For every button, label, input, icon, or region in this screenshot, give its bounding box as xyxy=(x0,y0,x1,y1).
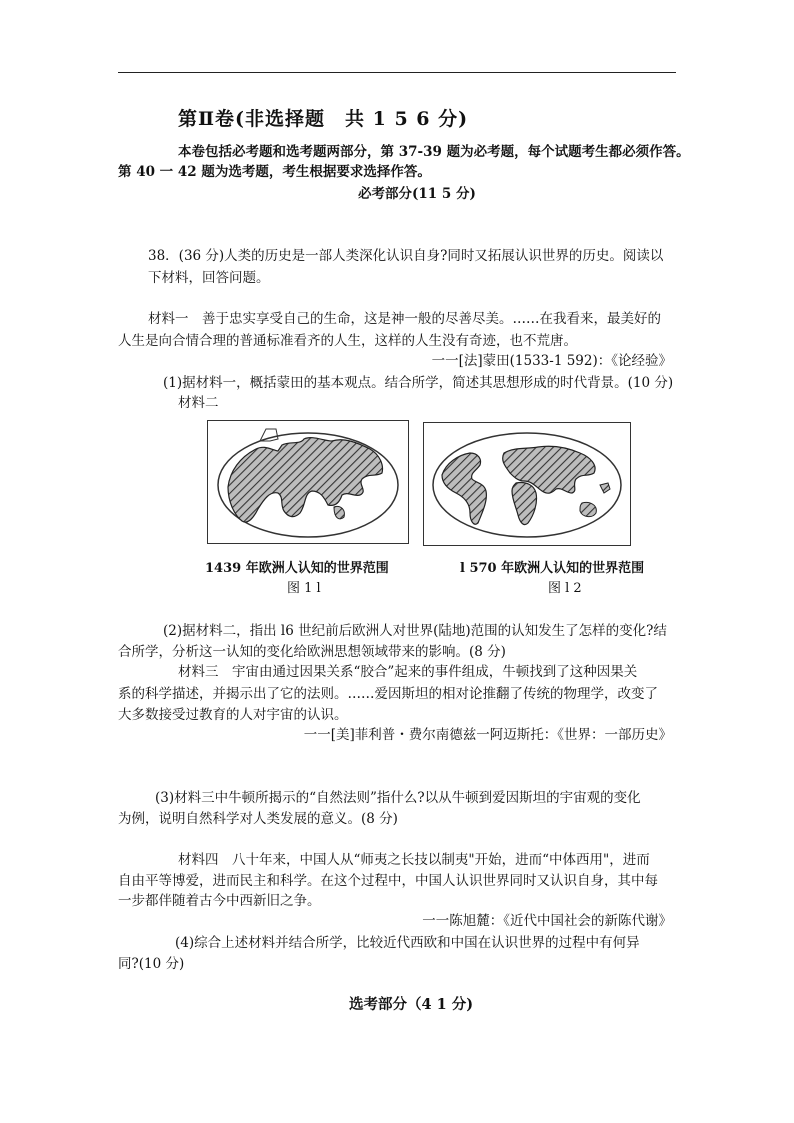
map-2-figure-label: 图 l 2 xyxy=(548,581,582,596)
instructions-line-1: 本卷包括必考题和选考题两部分，第 37-39 题为必考题，每个试题考生都必须作答。 xyxy=(178,144,690,160)
top-rule xyxy=(118,72,676,73)
material-3-line-3: 大多数接受过教育的人对宇宙的认识。 xyxy=(118,707,348,723)
optional-part-heading: 选考部分（4 1 分) xyxy=(349,996,474,1013)
map-2-caption: l 570 年欧洲人认知的世界范围 xyxy=(460,561,645,576)
question-3-line-2: 为例，说明自然科学对人类发展的意义。(8 分) xyxy=(118,811,398,827)
question-1: (1)据材料一，概括蒙田的基本观点。结合所学，简述其思想形成的时代背景。(10 分) xyxy=(163,375,674,391)
material-1-source: 一一[法]蒙田(1533-1 592)：《论经验》 xyxy=(431,353,672,369)
material-3-source: 一一[美]菲利普・费尔南德兹一阿迈斯托：《世界：一部历史》 xyxy=(303,727,672,743)
question-2-line-2: 合所学，分析这一认知的变化给欧洲思想领域带来的影响。(8 分) xyxy=(118,644,506,660)
material-4-line-3: 一步都伴随着古今中西新旧之争。 xyxy=(118,893,321,909)
material-1-line-1: 材料一 善于忠实享受自己的生命，这是神一般的尽善尽美。……在我看来，最美好的 xyxy=(148,311,661,327)
q38-intro-line-2: 下材料，回答问题。 xyxy=(148,270,270,286)
material-2-label: 材料二 xyxy=(178,395,219,411)
map-1-figure-label: 图 1 l xyxy=(287,581,321,596)
material-4-line-2: 自由平等博爱，进而民主和科学。在这个过程中，中国人认识世界同时又认识自身，其中每 xyxy=(118,873,658,889)
question-4-line-2: 同?(10 分) xyxy=(118,956,185,972)
required-part-heading: 必考部分(11 5 分) xyxy=(358,186,476,202)
map-1-caption: 1439 年欧洲人认知的世界范围 xyxy=(205,561,389,576)
question-2-line-1: (2)据材料二，指出 l6 世纪前后欧洲人对世界(陆地)范围的认知发生了怎样的变化?结 xyxy=(163,623,667,639)
material-4-source: 一一陈旭麓：《近代中国社会的新陈代谢》 xyxy=(422,913,672,929)
material-3-line-2: 系的科学描述，并揭示出了它的法则。……爱因斯坦的相对论推翻了传统的物理学，改变了 xyxy=(118,686,658,702)
material-1-line-2: 人生是向合情合理的普通标准看齐的人生，这样的人生没有奇迹，也不荒唐。 xyxy=(118,333,577,349)
instructions-line-2: 第 40 一 42 题为选考题，考生根据要求选择作答。 xyxy=(118,164,431,180)
question-3-line-1: (3)材料三中牛顿所揭示的“自然法则”指什么?以从牛顿到爱因斯坦的宇宙观的变化 xyxy=(155,790,641,806)
map-1570 xyxy=(423,422,631,546)
material-4-line-1: 材料四 八十年来，中国人从“师夷之长技以制夷"开始，进而“中体西用"，进而 xyxy=(178,852,650,868)
material-3-line-1: 材料三 宇宙由通过因果关系“胶合”起来的事件组成，牛顿找到了这种因果关 xyxy=(178,664,638,680)
map-1439 xyxy=(207,420,409,544)
section-title: 第Ⅱ卷(非选择题 共 1 5 6 分) xyxy=(178,108,469,130)
question-4-line-1: (4)综合上述材料并结合所学，比较近代西欧和中国在认识世界的过程中有何异 xyxy=(175,935,640,951)
q38-intro-line-1: 38．(36 分)人类的历史是一部人类深化认识自身?同时又拓展认识世界的历史。阅读以 xyxy=(148,248,664,264)
